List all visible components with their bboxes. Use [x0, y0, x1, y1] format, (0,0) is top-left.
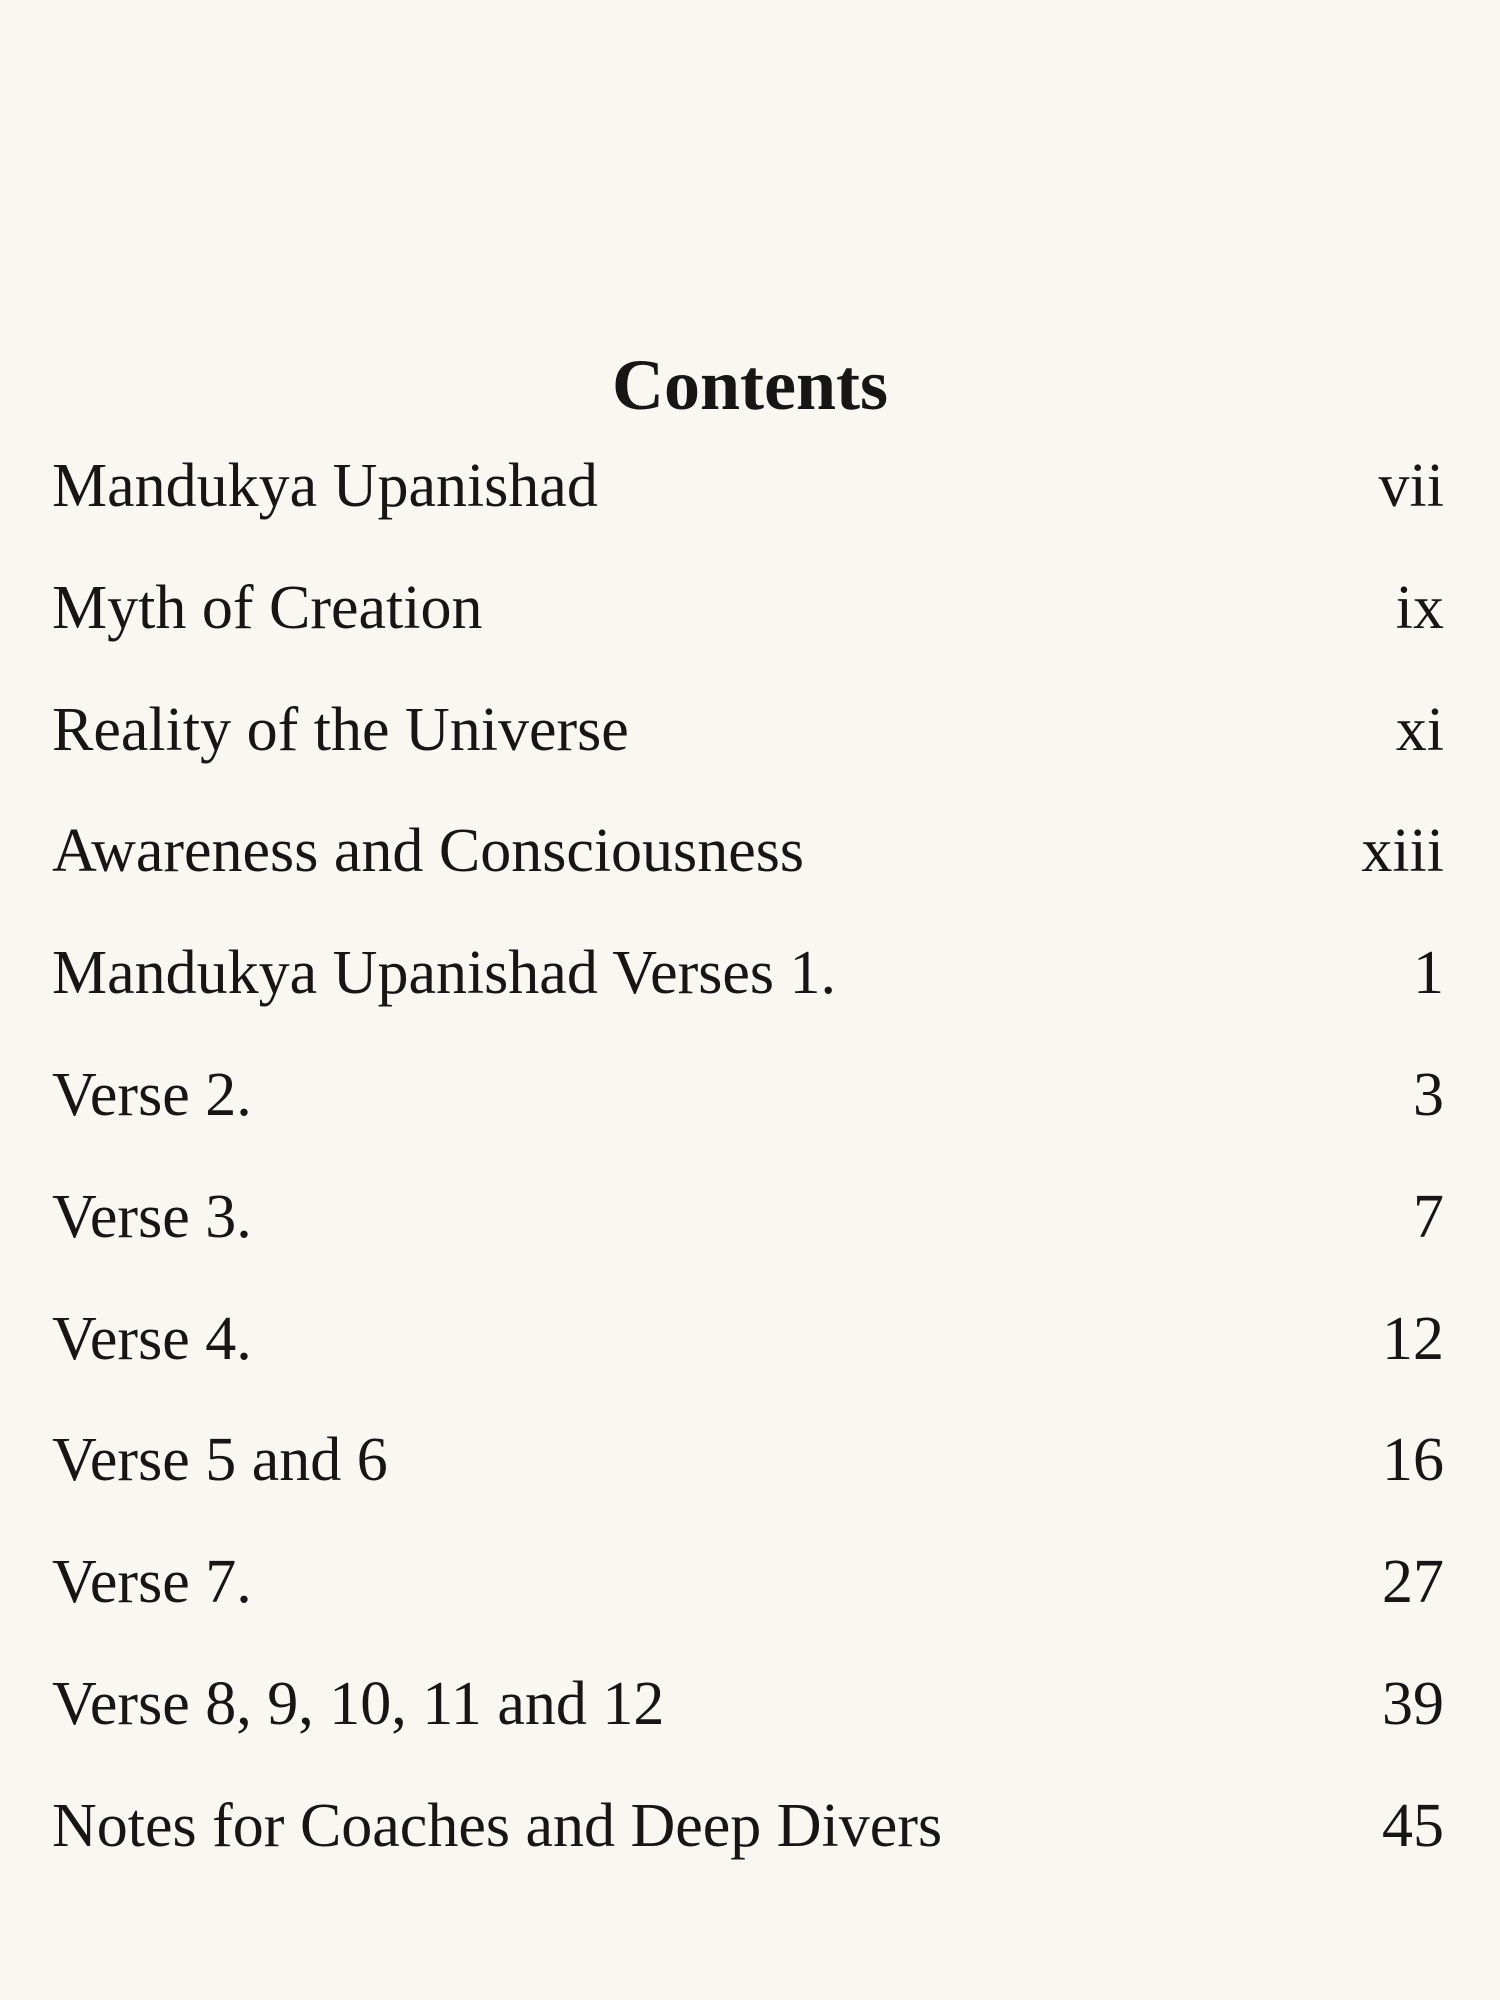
- toc-entry-page-number: vii: [1378, 452, 1444, 520]
- toc-entry: [52, 1661, 1444, 1783]
- toc-entry-title: Awareness and Consciousness: [52, 817, 804, 886]
- toc-entry-page-number: 3: [1413, 1060, 1444, 1129]
- toc-entry-title: Verse 8, 9, 10, 11 and 12: [52, 1669, 665, 1738]
- toc-entry-title: Verse 4.: [52, 1304, 252, 1373]
- toc-entry-page-number: xiii: [1361, 817, 1444, 886]
- toc-entry-page-number: 39: [1382, 1669, 1444, 1738]
- toc-entry-page-number: 1: [1413, 939, 1444, 1008]
- toc-entry-title: Myth of Creation: [52, 573, 483, 642]
- toc-entry-page-number: 12: [1382, 1304, 1444, 1373]
- toc-entry-title: Verse 5 and 6: [52, 1426, 388, 1495]
- toc-entry: [52, 1052, 1444, 1174]
- page-title: Contents: [611, 345, 888, 426]
- toc-entry-title: Verse 7.: [52, 1548, 252, 1617]
- toc-entry-page-number: 7: [1413, 1182, 1444, 1251]
- toc-entry-title: Mandukya Upanishad Verses 1.: [52, 939, 837, 1008]
- toc-entry: [52, 1539, 1444, 1661]
- toc-entry-title: Notes for Coaches and Deep Divers: [52, 1791, 943, 1860]
- toc-entry: [52, 1783, 1444, 1905]
- toc-entry: [52, 808, 1444, 930]
- toc-entry: [52, 1417, 1444, 1539]
- toc-entry-page-number: ix: [1395, 573, 1444, 642]
- table-of-contents: [52, 443, 1444, 1905]
- toc-entry-title: Reality of the Universe: [52, 695, 629, 764]
- toc-entry-title: Verse 2.: [52, 1060, 252, 1129]
- toc-entry: [52, 687, 1444, 809]
- toc-entry: [52, 1296, 1444, 1418]
- toc-entry: [52, 930, 1444, 1052]
- toc-entry: [52, 565, 1444, 687]
- toc-entry-page-number: 16: [1382, 1426, 1444, 1495]
- toc-entry-page-number: 27: [1382, 1548, 1444, 1617]
- toc-entry-page-number: xi: [1395, 695, 1444, 764]
- toc-entry: [52, 443, 1444, 565]
- toc-entry: [52, 1174, 1444, 1296]
- toc-entry-title: Mandukya Upanishad: [52, 452, 598, 520]
- toc-entry-title: Verse 3.: [52, 1182, 252, 1251]
- toc-entry-page-number: 45: [1382, 1791, 1444, 1860]
